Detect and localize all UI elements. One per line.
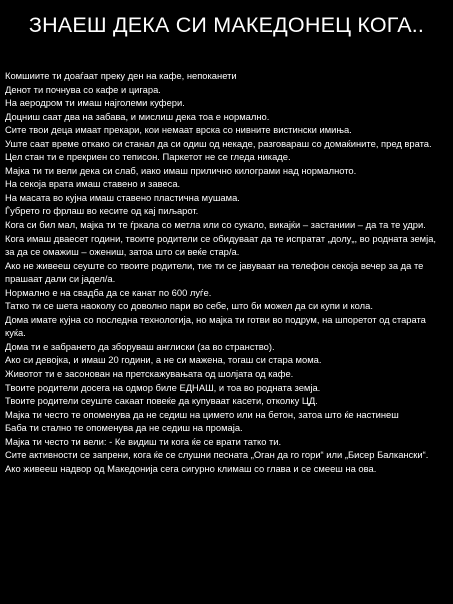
list-item: Сите твои деца имаат прекари, кои немаат врска со нивните вистински имиња. (5, 124, 352, 136)
list-item: Мајка ти често те опоменува да не седиш на цимето или на бетон, затоа што ќе настинеш (5, 408, 399, 420)
list-item: Твоите родители сеуште сакаат повеќе да купуваат касети, отколку ЦД. (5, 395, 318, 407)
list-item: Дома имате кујна со последна технологија, но мајка ти готви во подрум, на шпоретот од старата куќа. (5, 313, 426, 339)
list-item: Ако не живееш сеуште со твоите родители, тие ти се јавуваат на телефон секоја вечер за да те прашаат дали си јадел/а. (5, 259, 424, 285)
list-item: Мајка ти често ти вели: - Ке видиш ти кога ќе се врати татко ти. (5, 435, 282, 447)
list-item: Ако си девојка, и имаш 20 години, а не си мажена, тогаш си стара мома. (5, 354, 322, 366)
list-item: Ѓубрето го фрлаш во кесите од кај пиљарот. (5, 205, 199, 217)
list-item: Ако живееш надвор од Македонија сега сигурно климаш со глава и се смееш на ова. (5, 462, 377, 474)
list-item: Цел стан ти е прекриен со теписон. Паркетот не се гледа никаде. (5, 151, 291, 163)
text-list (5, 69, 448, 475)
list-item: Кога имаш дваесет години, твоите родители се обидуваат да те испратат „долу„, во родната земја, за да се омажиш – ожениш, затоа што си веќе стар/а. (5, 232, 437, 258)
list-item: Дома ти е забрането да зборуваш англиски (за во странство). (5, 340, 275, 352)
list-item: Сите активности се запрени, кога ќе се слушни песната „Оган да го гори“ или „Бисер Балкански“. (5, 449, 429, 461)
list-item: Мајка ти ти вели дека си слаб, иако имаш прилично килограми над нормалното. (5, 164, 357, 176)
list-item: На аеродром ти имаш најголеми куфери. (5, 97, 185, 109)
list-item: Баба ти стално те опоменува да не седиш на промаја. (5, 422, 243, 434)
list-item: На масата во кујна имаш ставено пластична мушама. (5, 191, 240, 203)
list-item: Твоите родители досега на одмор биле ЕДНАШ, и тоа во родната земја. (5, 381, 321, 393)
list-item: Комшиите ти доаѓаат преку ден на кафе, непоканети (5, 70, 237, 81)
page-title: ЗНАЕШ ДЕКА СИ МАКЕДОНЕЦ КОГА.. (28, 13, 425, 37)
list-item: Кога си бил мал, мајка ти те ѓркала со метла или со сукало, викајќи – застаниии – да та те удри. (5, 219, 426, 231)
list-item: Животот ти е засонован на претскажувањата од шолјата од кафе. (5, 368, 294, 380)
list-item: Доцниш саат два на забава, и мислиш дека тоа е нормално. (5, 110, 270, 122)
list-item: Нормално е на свадба да се канат по 600 луѓе. (5, 286, 212, 298)
list-item: Уште саат време откако си станал да си одиш од некаде, разговараш со домаќините, пред врата. (5, 137, 432, 149)
list-item: Татко ти се шета наоколу со доволно пари во себе, што би можел да си купи и кола. (5, 300, 373, 312)
list-item: Денот ти почнува со кафе и цигара. (5, 83, 161, 95)
list-item: На секоја врата имаш ставено и завеса. (5, 178, 181, 190)
